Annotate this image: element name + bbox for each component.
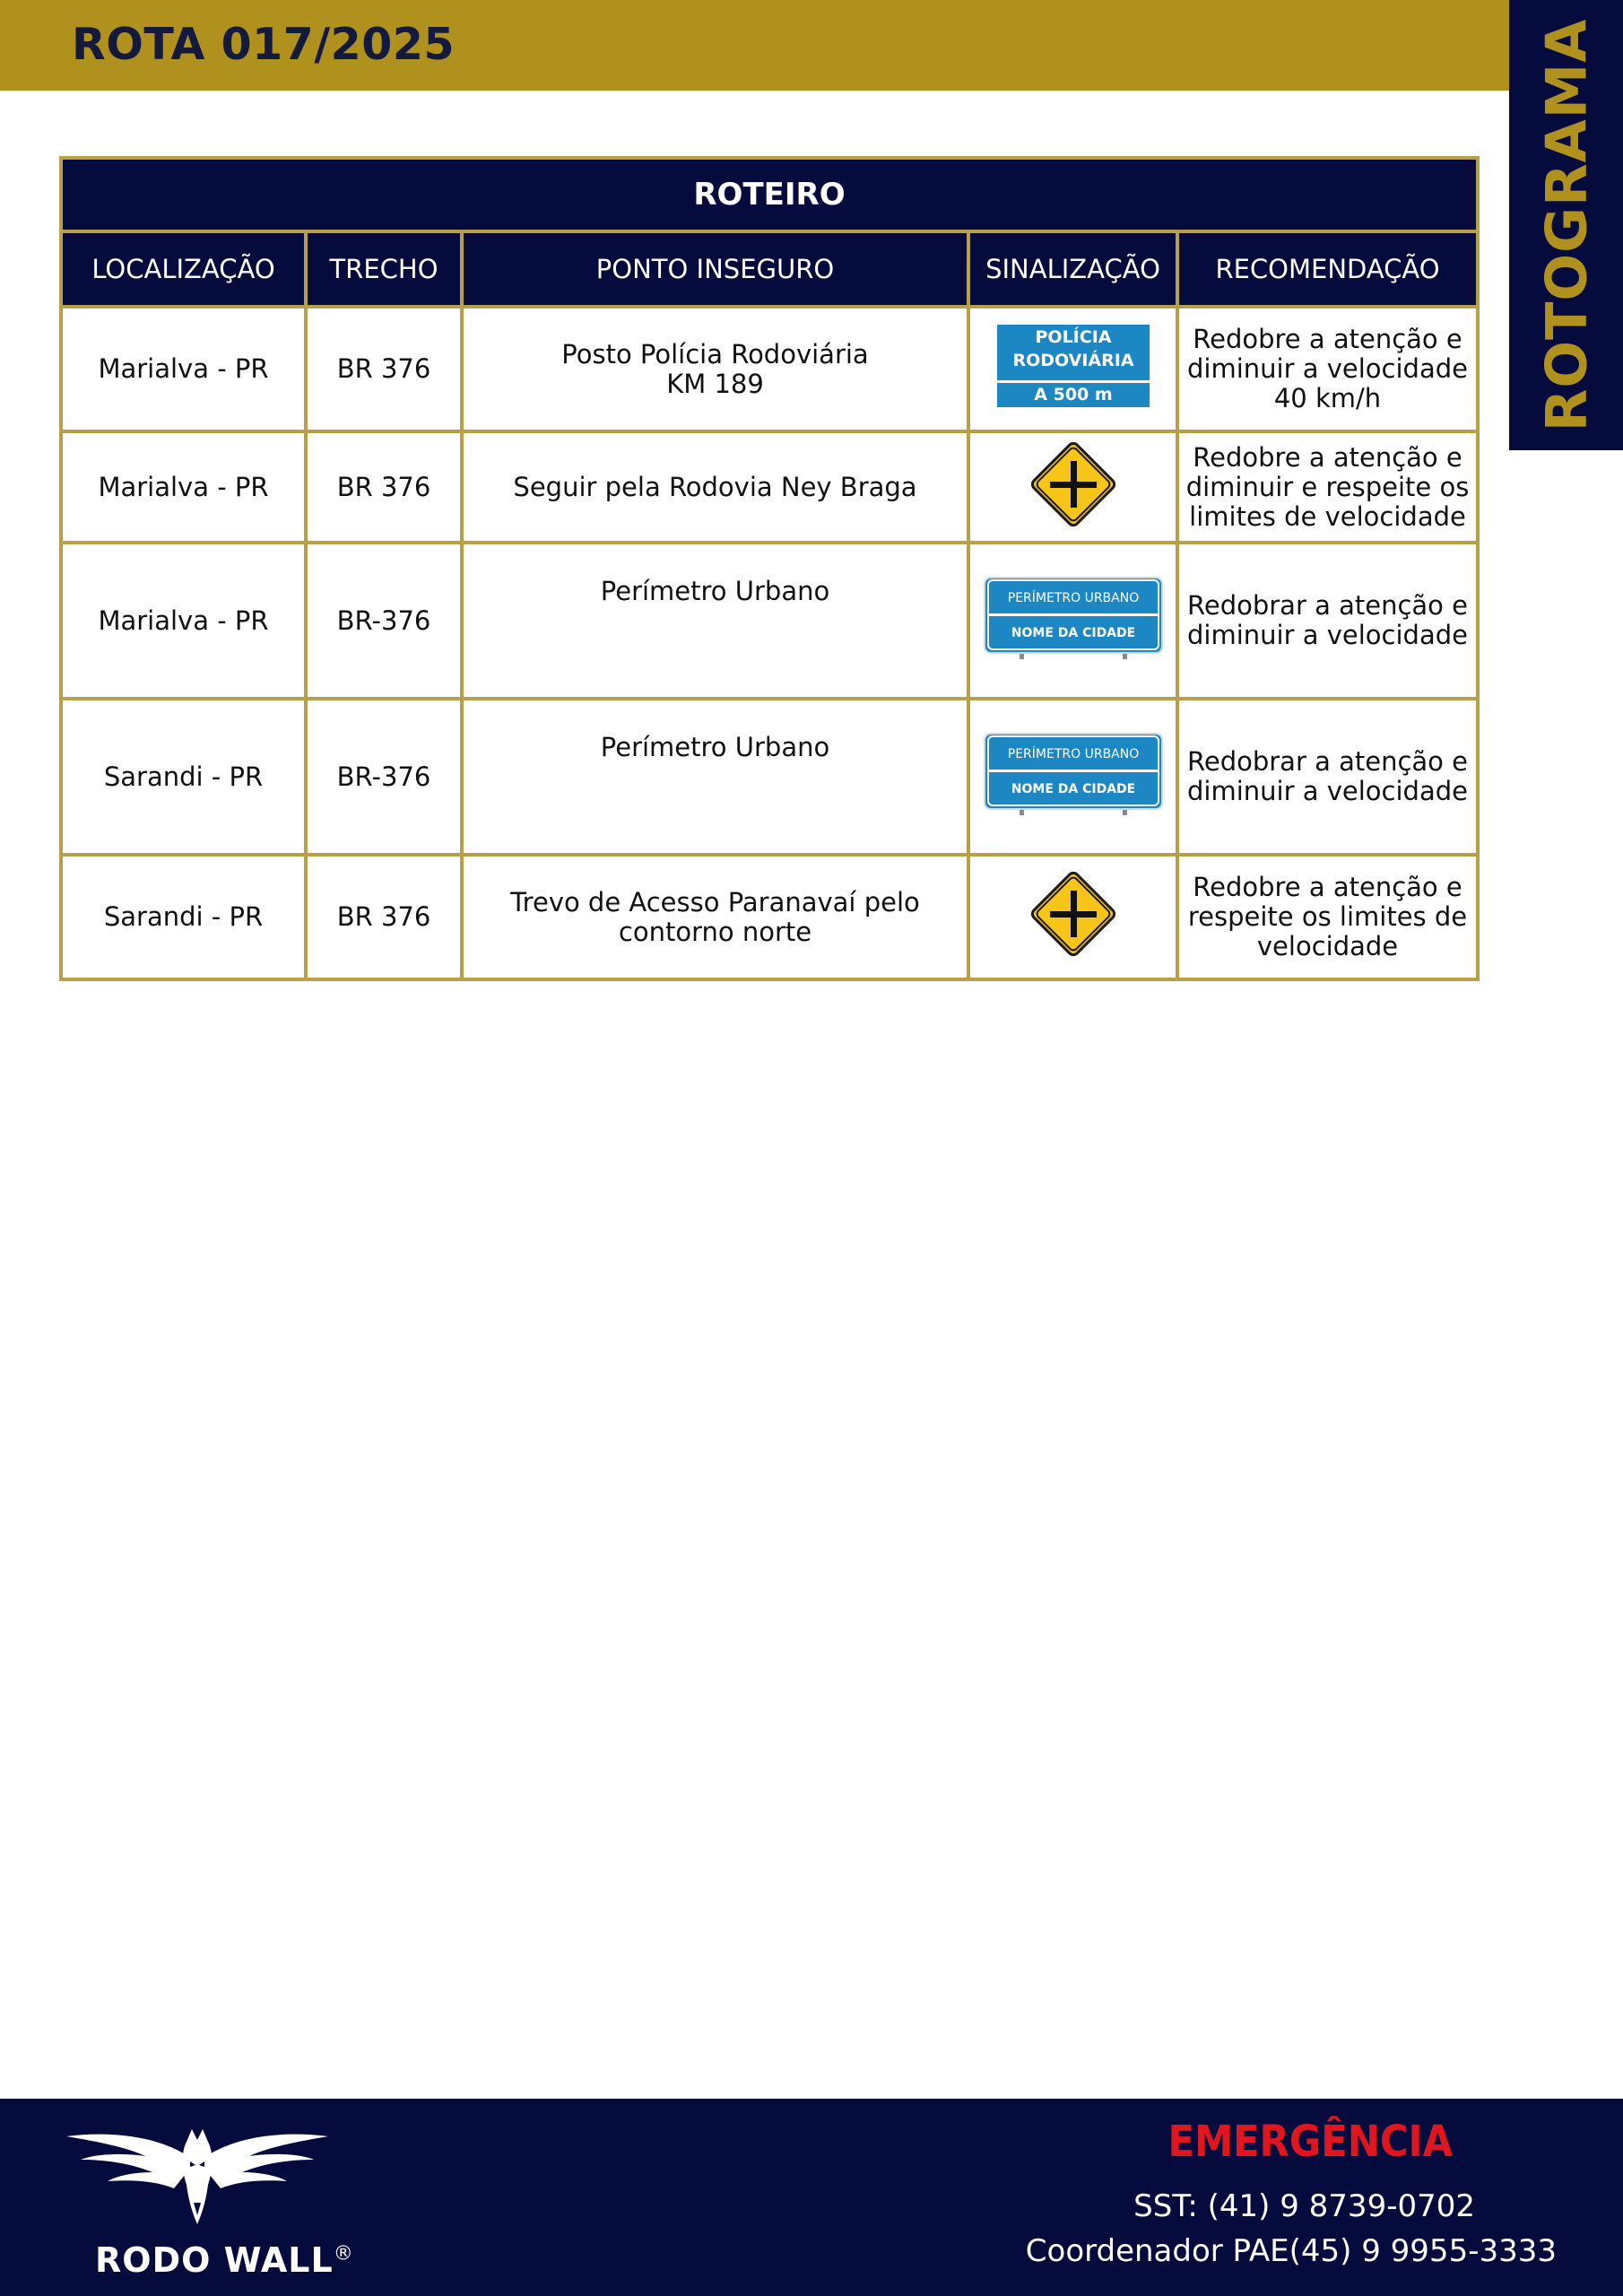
cell-recomendacao	[1177, 431, 1478, 543]
table-row	[61, 431, 1478, 543]
header-bar	[0, 0, 1509, 91]
footer	[0, 2099, 1623, 2296]
recomendacao-line: Redobrar a atenção e	[1187, 590, 1468, 621]
cell-trecho: BR-376	[306, 699, 462, 855]
table-row	[61, 543, 1478, 699]
sign-text-line: NOME DA CIDADE	[1011, 625, 1135, 640]
table-row	[61, 699, 1478, 855]
recomendacao-line: diminuir a velocidade	[1187, 620, 1468, 650]
sign-text-line: POLÍCIA	[1035, 327, 1111, 347]
cell-localizacao: Sarandi - PR	[61, 855, 306, 979]
cell-ponto	[462, 855, 968, 979]
page-title: ROTA 017/2025	[72, 19, 456, 70]
sign-text-line: NOME DA CIDADE	[1011, 781, 1135, 796]
cell-sinalizacao	[968, 543, 1177, 699]
ponto-line: Posto Polícia Rodoviária	[561, 338, 869, 370]
recomendacao-line: Redobre a atenção e	[1193, 324, 1462, 354]
sign-text-line: RODOVIÁRIA	[1011, 351, 1134, 370]
cell-sinalizacao	[968, 431, 1177, 543]
cell-ponto	[462, 307, 968, 431]
logo-name: RODO WALL	[95, 2240, 334, 2280]
recomendacao-line: 40 km/h	[1273, 383, 1382, 413]
recomendacao-line: Redobrar a atenção e	[1187, 746, 1468, 777]
cell-trecho: BR 376	[306, 431, 462, 543]
urban-perimeter-sign-icon	[984, 733, 1163, 815]
cell-recomendacao	[1177, 543, 1478, 699]
rodo-wall-logo	[63, 2126, 354, 2280]
crossroad-warning-sign-icon	[1030, 441, 1116, 527]
winged-horse-logo-icon	[63, 2126, 332, 2233]
side-tab	[1509, 0, 1623, 450]
column-header-localizacao: LOCALIZAÇÃO	[61, 231, 306, 307]
recomendacao-line: Redobre a atenção e	[1193, 441, 1462, 473]
cell-recomendacao	[1177, 307, 1478, 431]
table-caption: ROTEIRO	[61, 158, 1478, 231]
crossroad-warning-sign-icon	[1030, 871, 1116, 957]
sst-phone: SST: (41) 9 8739-0702	[1133, 2188, 1475, 2224]
recomendacao-line: limites de velocidade	[1189, 500, 1466, 532]
side-tab-label: ROTOGRAMA	[1533, 18, 1599, 432]
column-header-trecho: TRECHO	[306, 231, 462, 307]
cell-sinalizacao	[968, 699, 1177, 855]
recomendacao-line: diminuir a velocidade	[1187, 353, 1468, 384]
table-row	[61, 307, 1478, 431]
column-header-recomendacao: RECOMENDAÇÃO	[1177, 231, 1478, 307]
recomendacao-line: Redobre a atenção e	[1193, 872, 1462, 902]
recomendacao-line: velocidade	[1256, 931, 1399, 961]
cell-localizacao: Marialva - PR	[61, 307, 306, 431]
column-header-ponto: PONTO INSEGURO	[462, 231, 968, 307]
cell-recomendacao	[1177, 699, 1478, 855]
cell-ponto	[462, 431, 968, 543]
ponto-line: Perímetro Urbano	[600, 732, 830, 762]
ponto-line: Perímetro Urbano	[600, 576, 830, 606]
ponto-line: KM 189	[666, 368, 764, 399]
sign-text-line: A 500 m	[1033, 385, 1113, 404]
column-header-sinalizacao: SINALIZAÇÃO	[968, 231, 1177, 307]
cell-localizacao: Marialva - PR	[61, 543, 306, 699]
recomendacao-line: diminuir e respeite os	[1185, 471, 1470, 502]
registered-mark: ®	[333, 2242, 354, 2266]
recomendacao-line: respeite os limites de	[1187, 901, 1468, 932]
cell-trecho: BR-376	[306, 543, 462, 699]
route-table	[59, 156, 1480, 981]
logo-text	[95, 2240, 354, 2280]
ponto-line: Trevo de Acesso Paranavaí pelo	[510, 886, 920, 918]
table-row	[61, 855, 1478, 979]
police-sign-icon	[997, 325, 1150, 407]
sign-text-line: PERÍMETRO URBANO	[1007, 746, 1139, 761]
cell-trecho: BR 376	[306, 307, 462, 431]
cell-sinalizacao	[968, 307, 1177, 431]
cell-ponto	[462, 699, 968, 855]
cell-recomendacao	[1177, 855, 1478, 979]
sign-text-line: PERÍMETRO URBANO	[1007, 590, 1139, 605]
ponto-line: contorno norte	[618, 916, 812, 947]
cell-localizacao: Marialva - PR	[61, 431, 306, 543]
urban-perimeter-sign-icon	[984, 577, 1163, 659]
cell-sinalizacao	[968, 855, 1177, 979]
cell-trecho: BR 376	[306, 855, 462, 979]
cell-localizacao: Sarandi - PR	[61, 699, 306, 855]
cell-ponto	[462, 543, 968, 699]
ponto-line: Seguir pela Rodovia Ney Braga	[513, 471, 917, 502]
emergency-label: EMERGÊNCIA	[1167, 2117, 1453, 2167]
recomendacao-line: diminuir a velocidade	[1187, 776, 1468, 806]
pae-phone: Coordenador PAE(45) 9 9955-3333	[1025, 2233, 1557, 2269]
